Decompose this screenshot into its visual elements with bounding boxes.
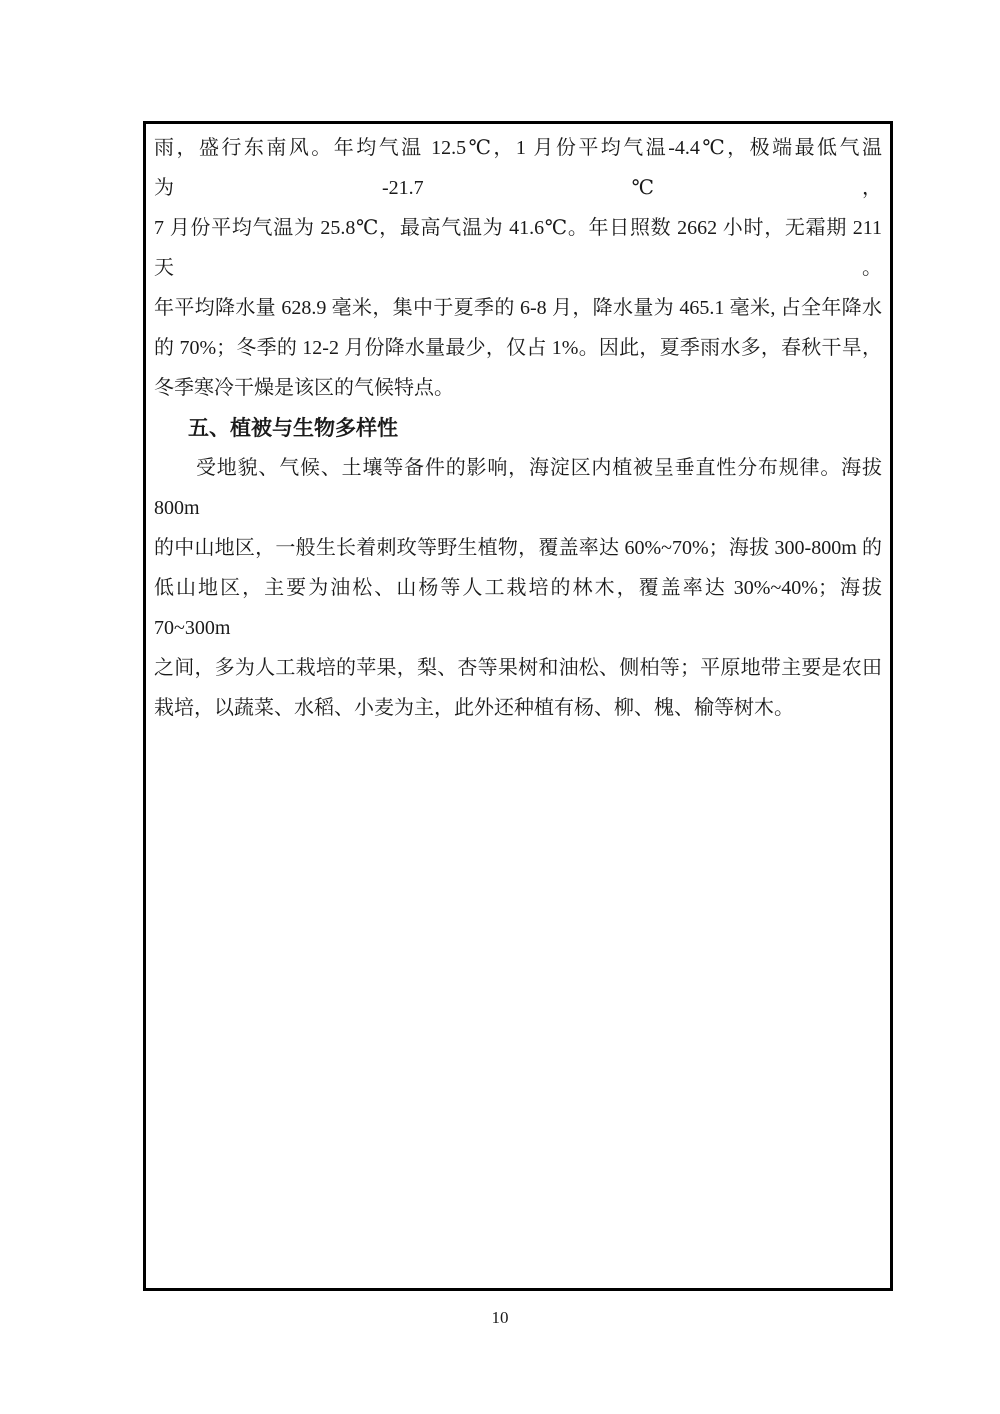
climate-paragraph: [154, 128, 882, 408]
body-text-line: 冬季寒冷干燥是该区的气候特点。: [154, 377, 454, 399]
section-heading: 五、植被与生物多样性: [188, 416, 398, 440]
body-text-line: 的 70%；冬季的 12-2 月份降水量最少，仅占 1%。因此，夏季雨水多，春秋干旱，: [154, 337, 882, 359]
vegetation-paragraph: [154, 448, 882, 728]
body-text-line: 7 月份平均气温为 25.8℃，最高气温为 41.6℃。年日照数 2662 小时，无霜期 211 天。: [154, 217, 882, 279]
body-text-line: 之间，多为人工栽培的苹果，梨、杏等果树和油松、侧柏等；平原地带主要是农田: [154, 657, 882, 679]
body-text-line: 栽培，以蔬菜、水稻、小麦为主，此外还种植有杨、柳、槐、榆等树木。: [154, 697, 794, 719]
body-text-line: 年平均降水量 628.9 毫米，集中于夏季的 6-8 月，降水量为 465.1 毫米, 占全年降水: [154, 297, 882, 319]
document-content-border-box: [143, 121, 893, 1291]
body-text-line: 低山地区，主要为油松、山杨等人工栽培的林木，覆盖率达 30%~40%；海拔 70~300m: [154, 577, 882, 639]
page-number: 10: [491, 1308, 509, 1327]
body-text-line: 雨，盛行东南风。年均气温 12.5℃，1 月份平均气温-4.4℃，极端最低气温为-21.7℃，: [154, 137, 882, 199]
body-text-line: 受地貌、气候、土壤等备件的影响，海淀区内植被呈垂直性分布规律。海拔 800m: [154, 457, 882, 519]
body-text-line: 的中山地区，一般生长着刺玫等野生植物，覆盖率达 60%~70%；海拔 300-800m 的: [154, 537, 882, 559]
